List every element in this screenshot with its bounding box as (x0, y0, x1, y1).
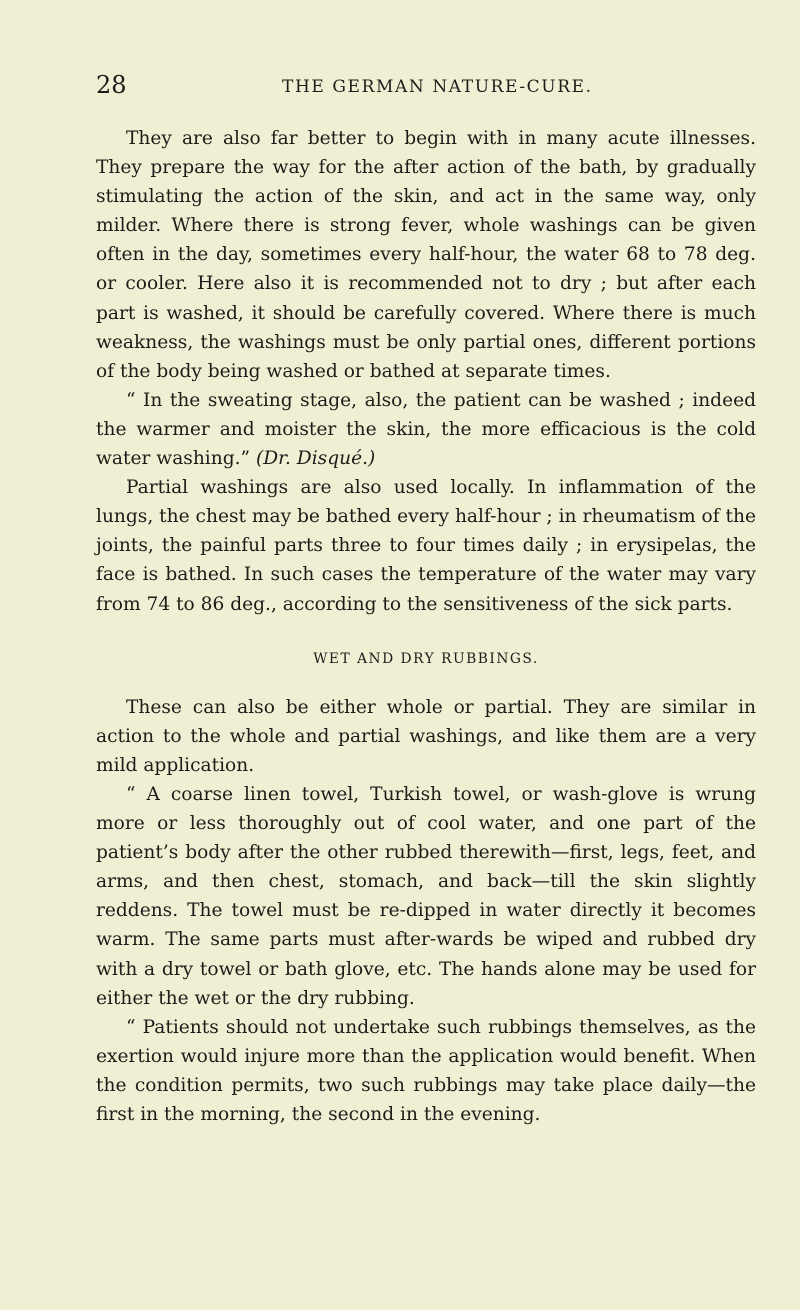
section-heading: WET AND DRY RUBBINGS. (313, 650, 539, 667)
page-number: 28 (96, 71, 127, 99)
paragraph: They are also far better to begin with in many acute illnesses. They prepare the way for the after action of the bath, by gradually stimulating the action of the skin, and act in the same way, only milder. Where there is strong fever, whole washings can be given often in the day, sometimes every half-hour, the water 68 to 78 deg. or cooler. Here also it is recommended not to dry ; but after each part is washed, it should be carefully covered. Where there is much weakness, the washings must be only partial ones, different portions of the body being washed or bathed at separate times. (96, 128, 756, 382)
running-title: THE GERMAN NATURE-CURE. (282, 77, 593, 97)
paragraph: “ Patients should not undertake such rubbings themselves, as the exertion would injure more than the application would benefit. When the condition permits, two such rubbings may take place daily—the first in the morning, the second in the evening. (96, 1016, 756, 1125)
paragraph: Partial washings are also used locally. In inflammation of the lungs, the chest may be bathed every half-hour ; in rheumatism of the joints, the painful parts three to four times daily ; in erysipelas, the face is bathed. In such cases the temperature of the water may vary from 74 to 86 deg., according to the sensitiveness of the sick parts. (96, 477, 756, 615)
body-text (96, 124, 756, 1129)
citation: (Dr. Disqué.) (255, 448, 376, 470)
paragraph (96, 386, 756, 473)
paragraph: “ A coarse linen towel, Turkish towel, or wash-glove is wrung more or less thoroughly out of cool water, and one part of the patient’s body after the other rubbed therewith—first, legs, feet, and arms, and then chest, stomach, and back—till the skin slightly reddens. The towel must be re-dipped in water directly it becomes warm. The same parts must after-wards be wiped and rubbed dry with a dry towel or bath glove, etc. The hands alone may be used for either the wet or the dry rubbing. (96, 783, 756, 1009)
page-header (96, 70, 716, 100)
quoted-text: “ In the sweating stage, also, the patient can be washed ; indeed the warmer and moister the skin, the more efficacious is the cold water washing.” (96, 389, 756, 470)
paragraph: These can also be either whole or partial. They are similar in action to the whole and partial washings, and like them are a very mild application. (96, 696, 756, 776)
